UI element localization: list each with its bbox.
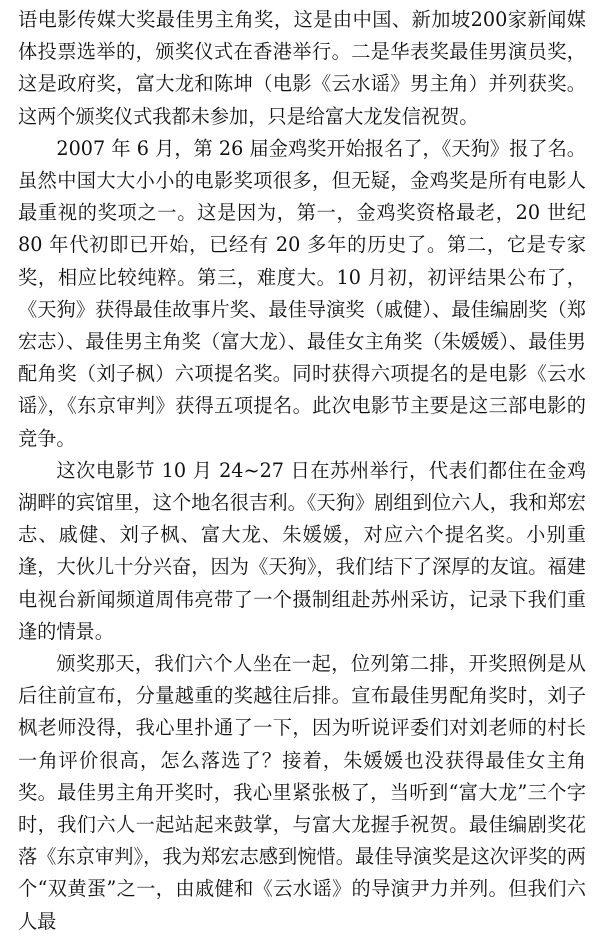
paragraph-2: 2007 年 6 月，第 26 届金鸡奖开始报名了，《天狗》报了名。虽然中国大大小小的电影奖项很多，但无疑，金鸡奖是所有电影人最重视的奖项之一。这是因为，第一，金鸡奖资格最老，20 世纪 80 年代初即已开始，已经有 20 多年的历史了。第二，它是专家奖，相应比较纯粹。第三，难度大。10 月初，初评结果公布了，《天狗》获得最佳故事片奖、最佳导演奖（戚健）、最佳编剧奖（郑宏志）、最佳男主角奖（富大龙）、最佳女主角奖（朱媛媛）、最佳男配角奖（刘子枫）六项提名奖。同时获得六项提名的是电影《云水谣》，《东京审判》获得五项提名。此次电影节主要是这三部电影的竞争。 [18, 136, 586, 450]
paragraph-4: 颁奖那天，我们六个人坐在一起，位列第二排，开奖照例是从后往前宣布，分量越重的奖越往后排。宣布最佳男配角奖时，刘子枫老师没得，我心里扑通了一下，因为听说评委们对刘老师的村长一角评价很高，怎么落选了？接着，朱媛媛也没获得最佳女主角奖。最佳男主角开奖时，我心里紧张极了，当听到“富大龙”三个字时，我们六人一起站起来鼓掌，与富大龙握手祝贺。最佳编剧奖花落《东京审判》，我为郑宏志感到惋惜。最佳导演奖是这次评奖的两个“双黄蛋”之一，由戚健和《云水谣》的导演尹力并列。但我们六人最 [18, 652, 586, 933]
paragraph-1: 语电影传媒大奖最佳男主角奖，这是由中国、新加坡200家新闻媒体投票选举的，颁奖仪式在香港举行。二是华表奖最佳男演员奖，这是政府奖，富大龙和陈坤（电影《云水谣》男主角）并列获奖。这两个颁奖仪式我都未参加，只是给富大龙发信祝贺。 [18, 8, 586, 128]
document-page [18, 4, 586, 938]
paragraph-3: 这次电影节 10 月 24~27 日在苏州举行，代表们都住在金鸡湖畔的宾馆里，这个地名很吉利。《天狗》剧组到位六人，我和郑宏志、戚健、刘子枫、富大龙、朱媛媛，对应六个提名奖。小别重逢，大伙儿十分兴奋，因为《天狗》，我们结下了深厚的友谊。福建电视台新闻频道周伟亮带了一个摄制组赴苏州采访，记录下我们重逢的情景。 [18, 458, 586, 643]
